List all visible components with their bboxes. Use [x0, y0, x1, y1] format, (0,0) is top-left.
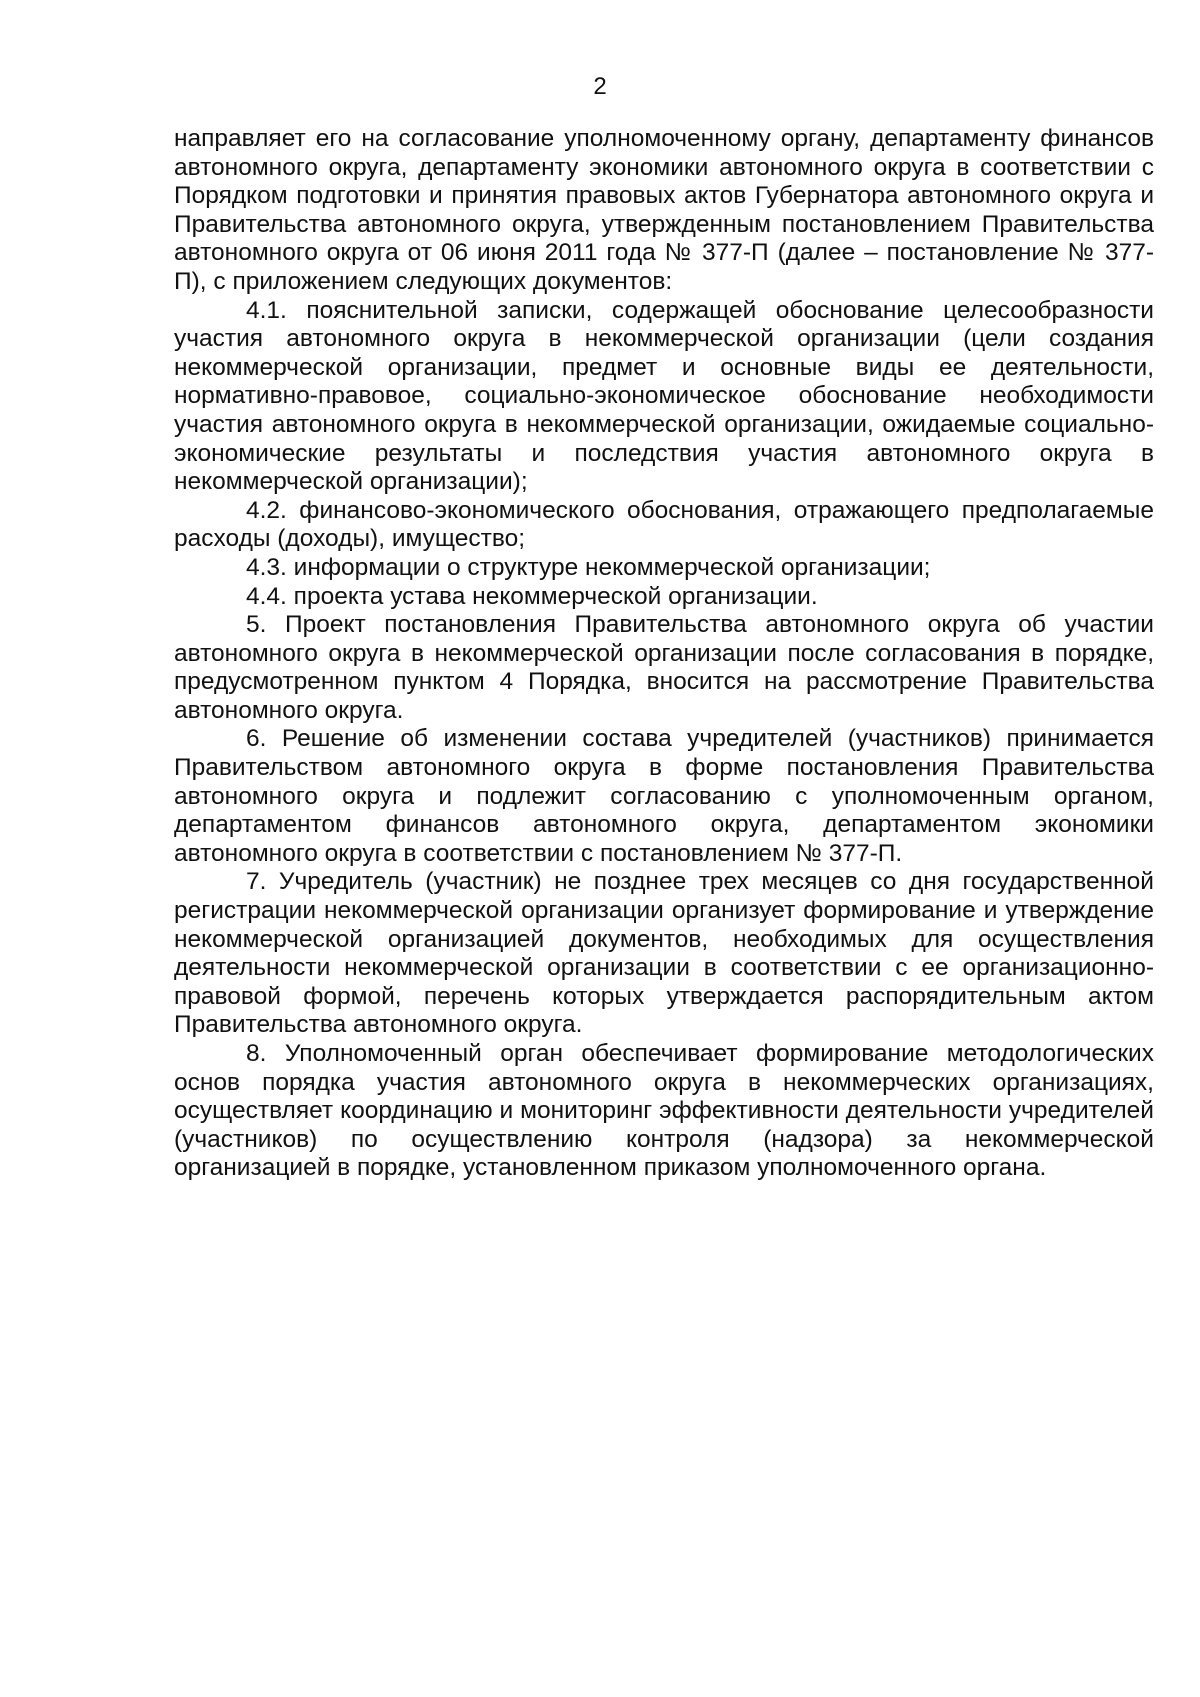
paragraph-7: 7. Учредитель (участник) не позднее трех месяцев со дня государственной регистрации некоммерческой организации организует формирование и утверждение некоммерческой организацией документов, необходимых для осуществления деятельности некоммерческой организации в соответствии с ее организационно-правовой формой, перечень которых утверждается распорядительным актом Правительства автономного округа.: [174, 868, 1154, 1039]
paragraph-4-1: 4.1. пояснительной записки, содержащей обоснование целесообразности участия автономного округа в некоммерческой организации (цели создания некоммерческой организации, предмет и основные виды ее деятельности, нормативно-правовое, социально-экономическое обоснование необходимости участия автономного округа в некоммерческой организации, ожидаемые социально-экономические результаты и последствия участия автономного округа в некоммерческой организации);: [174, 296, 1154, 496]
paragraph-4-2: 4.2. финансово-экономического обоснования, отражающего предполагаемые расходы (доходы), имущество;: [174, 496, 1154, 553]
paragraph-4-3: 4.3. информации о структуре некоммерческой организации;: [246, 553, 931, 581]
paragraph-5: 5. Проект постановления Правительства автономного округа об участии автономного округа в некоммерческой организации после согласования в порядке, предусмотренном пунктом 4 Порядка, вносится на рассмотрение Правительства автономного округа.: [174, 611, 1154, 724]
paragraph-8: 8. Уполномоченный орган обеспечивает формирование методологических основ порядка участия автономного округа в некоммерческих организациях, осуществляет координацию и мониторинг эффективности деятельности учредителей (участников) по осуществлению контроля (надзора) за некоммерческой организацией в порядке, установленном приказом уполномоченного органа.: [174, 1040, 1154, 1182]
paragraph-4-4: 4.4. проекта устава некоммерческой организации.: [246, 582, 818, 610]
paragraph-intro: направляет его на согласование уполномоченному органу, департаменту финансов автономного округа, департаменту экономики автономного округа в соответствии с Порядком подготовки и принятия правовых актов Губернатора автономного округа и Правительства автономного округа, утвержденным постановлением Правительства автономного округа от 06 июня 2011 года № 377-П (далее – постановление № 377-П), с приложением следующих документов:: [174, 125, 1154, 295]
paragraph-6: 6. Решение об изменении состава учредителей (участников) принимается Правительством автономного округа в форме постановления Правительства автономного округа и подлежит согласованию с уполномоченным органом, департаментом финансов автономного округа, департаментом экономики автономного округа в соответствии с постановлением № 377-П.: [174, 725, 1154, 867]
page-number: 2: [593, 73, 607, 100]
document-body: [174, 125, 1154, 1183]
